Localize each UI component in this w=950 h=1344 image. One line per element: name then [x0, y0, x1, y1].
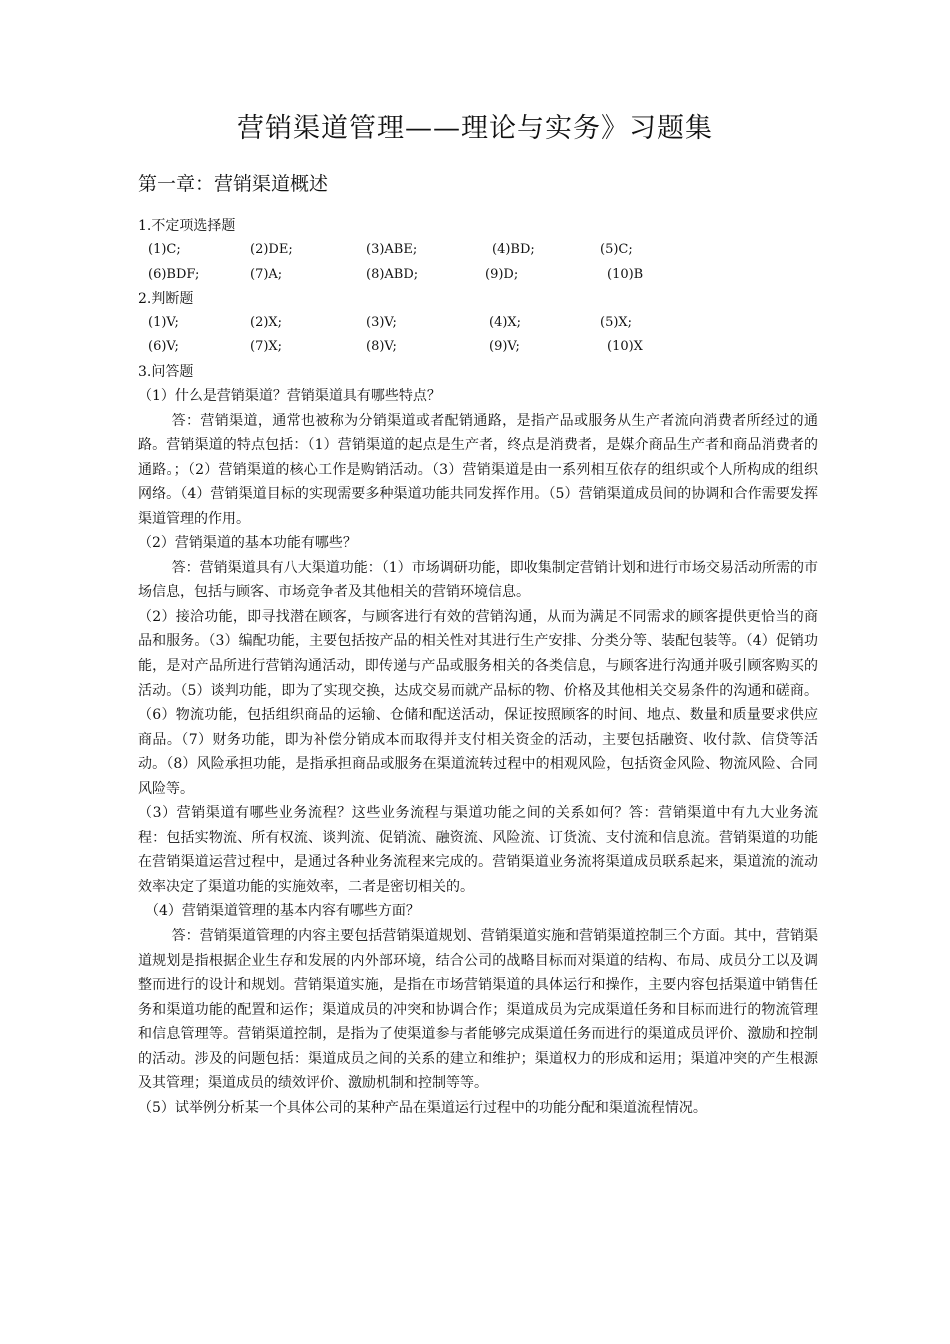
answer-item: (6)BDF;	[148, 266, 200, 282]
answer-item: (3)ABE;	[366, 242, 418, 258]
section-heading-judgement: 2.判断题	[138, 290, 194, 307]
answer-item: (3)V;	[366, 315, 397, 331]
answer-item: (8)V;	[366, 339, 397, 355]
document-body	[138, 214, 818, 1120]
question-2: （2）营销渠道的基本功能有哪些？	[138, 535, 357, 552]
answer-item: (2)X;	[250, 315, 283, 331]
answer-item: (2)DE;	[250, 242, 293, 258]
answer-item: (10)B	[607, 266, 644, 282]
answer-item: (4)X;	[489, 315, 522, 331]
question-4: （4）营销渠道管理的基本内容有哪些方面？	[145, 903, 420, 920]
question-1: （1）什么是营销渠道？营销渠道具有哪些特点？	[138, 388, 441, 405]
answer-item: (4)BD;	[492, 242, 535, 258]
answer-item: (1)C;	[148, 242, 181, 258]
answer-item: (8)ABD;	[366, 266, 419, 282]
document-title: 营销渠道管理——理论与实务》习题集	[237, 113, 713, 144]
answer-2-intro: 答：营销渠道具有八大渠道功能：（1）市场调研功能，即收集制定营销计划和进行市场交易活动所需的市场信息，包括与顾客、市场竞争者及其他相关的营销环境信息。	[138, 559, 818, 601]
answer-item: (9)D;	[485, 266, 519, 282]
answer-row	[138, 335, 818, 359]
answer-item: (10)X	[607, 339, 643, 355]
section-heading-qa: 3.问答题	[138, 363, 194, 380]
answer-1: 答：营销渠道，通常也被称为分销渠道或者配销通路，是指产品或服务从生产者流向消费者所经过的通路。营销渠道的特点包括：（1）营销渠道的起点是生产者，终点是消费者，是媒介商品生产者和商品消费者的通路。；（2）营销渠道的核心工作是购销活动。（3）营销渠道是由一系列相互依存的组织或个人所构成的组织网络。（4）营销渠道目标的实现需要多种渠道功能共同发挥作用。（5）营销渠道成员间的协调和合作需要发挥渠道管理的作用。	[138, 412, 818, 527]
answer-row	[138, 238, 818, 262]
answer-row	[138, 311, 818, 335]
answer-item: (7)A;	[250, 266, 283, 282]
section-heading-choice: 1.不定项选择题	[138, 218, 236, 234]
question-5: （5）试举例分析某一个具体公司的某种产品在渠道运行过程中的功能分配和渠道流程情况。	[138, 1099, 707, 1116]
answer-4: 答：营销渠道管理的内容主要包括营销渠道规划、营销渠道实施和营销渠道控制三个方面。其中，营销渠道规划是指根据企业生存和发展的内外部环境，结合公司的战略目标而对渠道的结构、布局、成员分工以及调整而进行的设计和规划。营销渠道实施，是指在市场营销渠道的具体运行和操作，主要内容包括渠道中销售任务和渠道功能的配置和运作；渠道成员的冲突和协调合作；渠道成员为完成渠道任务和目标而进行的物流管理和信息管理等。营销渠道控制，是指为了使渠道参与者能够完成渠道任务而进行的渠道成员评价、激励和控制的活动。涉及的问题包括：渠道成员之间的关系的建立和维护；渠道权力的形成和运用；渠道冲突的产生根源及其管理；渠道成员的绩效评价、激励机制和控制等等。	[138, 927, 818, 1092]
answer-2-body: （2）接洽功能，即寻找潜在顾客，与顾客进行有效的营销沟通，从而为满足不同需求的顾客提供更恰当的商品和服务。（3）编配功能，主要包括按产品的相关性对其进行生产安排、分类分等、装配包装等。（4）促销功能，是对产品所进行营销沟通活动，即传递与产品或服务相关的各类信息，与顾客进行沟通并吸引顾客购买的活动。（5）谈判功能，即为了实现交换，达成交易而就产品标的物、价格及其他相关交易条件的沟通和磋商。（6）物流功能，包括组织商品的运输、仓储和配送活动，保证按照顾客的时间、地点、数量和质量要求供应商品。（7）财务功能，即为补偿分销成本而取得并支付相关资金的活动，主要包括融资、收付款、信贷等活动。（8）风险承担功能，是指承担商品或服务在渠道流转过程中的相观风险，包括资金风险、物流风险、合同风险等。	[138, 608, 818, 797]
answer-item: (6)V;	[148, 339, 179, 355]
question-answer-3: （3）营销渠道有哪些业务流程？这些业务流程与渠道功能之间的关系如何？答：营销渠道中有九大业务流程：包括实物流、所有权流、谈判流、促销流、融资流、风险流、订货流、支付流和信息流。营销渠道的功能在营销渠道运营过程中，是通过各种业务流程来完成的。营销渠道业务流将渠道成员联系起来，渠道流的流动效率决定了渠道功能的实施效率，二者是密切相关的。	[138, 805, 818, 895]
chapter-heading: 第一章：营销渠道概述	[138, 173, 329, 195]
answer-row	[138, 263, 818, 287]
answer-item: (7)X;	[250, 339, 283, 355]
answer-item: (1)V;	[148, 315, 179, 331]
answer-item: (9)V;	[489, 339, 520, 355]
answer-item: (5)X;	[600, 315, 633, 331]
answer-item: (5)C;	[600, 242, 633, 258]
